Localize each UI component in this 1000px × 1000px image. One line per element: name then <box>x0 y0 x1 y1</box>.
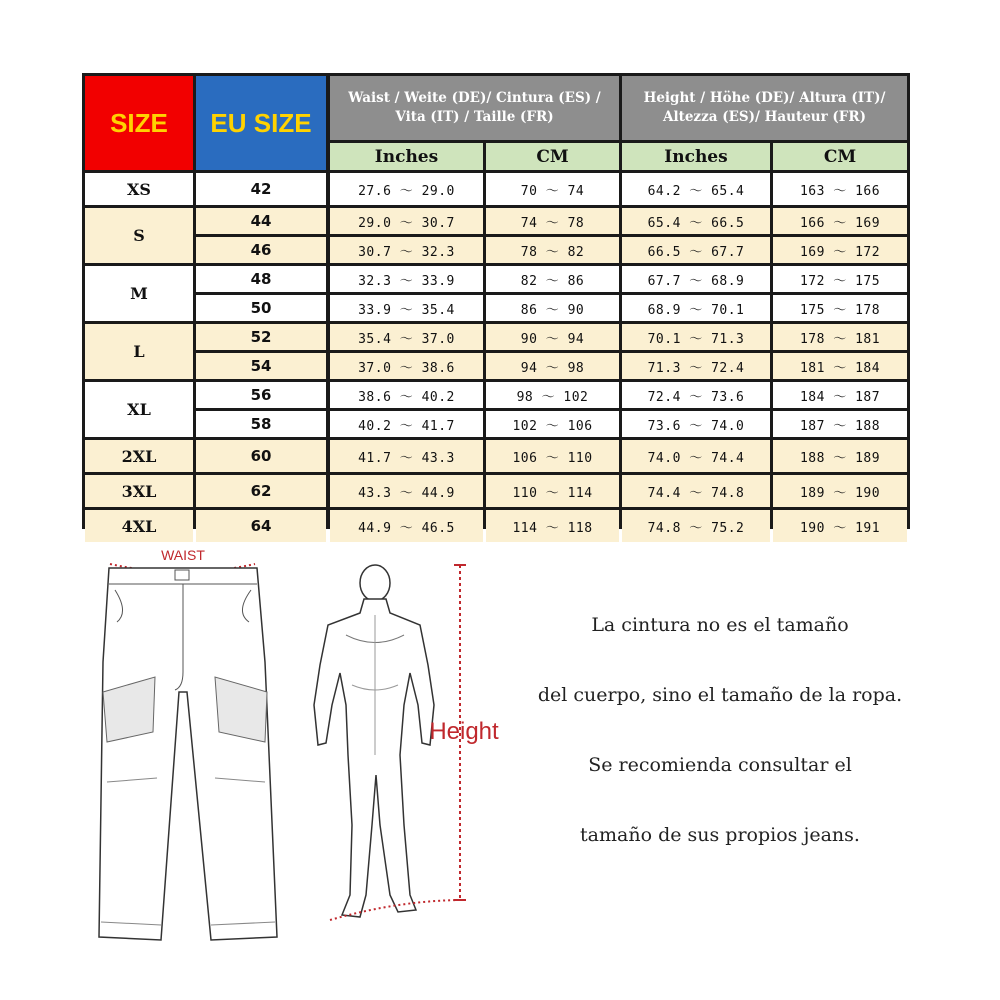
note-line-3: Se recomienda consultar el <box>588 754 852 776</box>
height-in-cell: 74.8 ～ 75.2 <box>622 510 770 542</box>
waist-cm-cell: 114 ～ 118 <box>486 510 619 542</box>
size-chart-table <box>82 73 910 536</box>
height-in-cell: 65.4 ～ 66.5 <box>622 208 770 234</box>
height-label: Height <box>429 718 499 745</box>
header-height: Height / Höhe (DE)/ Altura (IT)/ Altezza (ES)/ Hauteur (FR) <box>622 76 907 140</box>
eu-size-cell: 58 <box>196 411 326 437</box>
height-in-cell: 72.4 ～ 73.6 <box>622 382 770 408</box>
waist-in-cell: 37.0 ～ 38.6 <box>330 353 483 379</box>
waist-cm-cell: 106 ～ 110 <box>486 440 619 472</box>
note-line-1: La cintura no es el tamaño <box>591 614 849 636</box>
note-line-2: del cuerpo, sino el tamaño de la ropa. <box>537 684 903 706</box>
height-in-cell: 68.9 ～ 70.1 <box>622 295 770 321</box>
height-cm-cell: 188 ～ 189 <box>773 440 907 472</box>
waist-in-cell: 32.3 ～ 33.9 <box>330 266 483 292</box>
height-cm-cell: 190 ～ 191 <box>773 510 907 542</box>
eu-size-cell: 42 <box>196 173 326 205</box>
waist-cm-cell: 70 ～ 74 <box>486 173 619 205</box>
waist-label: WAIST <box>161 547 205 563</box>
waist-in-cell: 44.9 ～ 46.5 <box>330 510 483 542</box>
jeans-outline-icon <box>95 542 295 942</box>
waist-cm-cell: 86 ～ 90 <box>486 295 619 321</box>
eu-size-cell: 46 <box>196 237 326 263</box>
height-cm-cell: 169 ～ 172 <box>773 237 907 263</box>
size-cell: XS <box>85 173 193 205</box>
height-cm-cell: 163 ～ 166 <box>773 173 907 205</box>
waist-in-cell: 27.6 ～ 29.0 <box>330 173 483 205</box>
height-cm-cell: 187 ～ 188 <box>773 411 907 437</box>
eu-size-cell: 60 <box>196 440 326 472</box>
height-in-cell: 71.3 ～ 72.4 <box>622 353 770 379</box>
height-in-cell: 73.6 ～ 74.0 <box>622 411 770 437</box>
size-cell: 3XL <box>85 475 193 507</box>
waist-cm-cell: 82 ～ 86 <box>486 266 619 292</box>
waist-in-cell: 29.0 ～ 30.7 <box>330 208 483 234</box>
waist-in-cell: 41.7 ～ 43.3 <box>330 440 483 472</box>
human-body-outline-icon <box>300 555 500 955</box>
body-outline <box>314 565 434 917</box>
waist-cm-cell: 78 ～ 82 <box>486 237 619 263</box>
height-cm-cell: 166 ～ 169 <box>773 208 907 234</box>
waist-cm-cell: 98 ～ 102 <box>486 382 619 408</box>
height-in-cell: 66.5 ～ 67.7 <box>622 237 770 263</box>
eu-size-cell: 62 <box>196 475 326 507</box>
eu-size-cell: 64 <box>196 510 326 542</box>
height-cm-cell: 184 ～ 187 <box>773 382 907 408</box>
eu-size-cell: 54 <box>196 353 326 379</box>
header-size: SIZE <box>85 76 193 170</box>
height-cm-cell: 175 ～ 178 <box>773 295 907 321</box>
waist-cm-cell: 102 ～ 106 <box>486 411 619 437</box>
eu-size-cell: 56 <box>196 382 326 408</box>
size-cell: L <box>85 324 193 379</box>
waist-cm-cell: 90 ～ 94 <box>486 324 619 350</box>
header-height-inches: Inches <box>622 143 770 170</box>
height-in-cell: 64.2 ～ 65.4 <box>622 173 770 205</box>
waist-in-cell: 33.9 ～ 35.4 <box>330 295 483 321</box>
height-in-cell: 70.1 ～ 71.3 <box>622 324 770 350</box>
header-eu-size: EU SIZE <box>196 76 326 170</box>
size-cell: XL <box>85 382 193 437</box>
size-cell: M <box>85 266 193 321</box>
waist-in-cell: 35.4 ～ 37.0 <box>330 324 483 350</box>
waist-in-cell: 43.3 ～ 44.9 <box>330 475 483 507</box>
header-waist-cm: CM <box>486 143 619 170</box>
eu-size-cell: 52 <box>196 324 326 350</box>
waist-cm-cell: 74 ～ 78 <box>486 208 619 234</box>
height-cm-cell: 181 ～ 184 <box>773 353 907 379</box>
waist-in-cell: 40.2 ～ 41.7 <box>330 411 483 437</box>
height-in-cell: 74.0 ～ 74.4 <box>622 440 770 472</box>
note-line-4: tamaño de sus propios jeans. <box>580 824 860 846</box>
eu-size-cell: 50 <box>196 295 326 321</box>
header-waist: Waist / Weite (DE)/ Cintura (ES) / Vita (IT) / Taille (FR) <box>330 76 619 140</box>
eu-size-cell: 48 <box>196 266 326 292</box>
jeans-outline <box>99 568 277 940</box>
height-cm-cell: 178 ～ 181 <box>773 324 907 350</box>
height-in-cell: 67.7 ～ 68.9 <box>622 266 770 292</box>
eu-size-cell: 44 <box>196 208 326 234</box>
waist-cm-cell: 94 ～ 98 <box>486 353 619 379</box>
waist-in-cell: 30.7 ～ 32.3 <box>330 237 483 263</box>
waist-cm-cell: 110 ～ 114 <box>486 475 619 507</box>
height-cm-cell: 189 ～ 190 <box>773 475 907 507</box>
height-cm-cell: 172 ～ 175 <box>773 266 907 292</box>
size-cell: 4XL <box>85 510 193 542</box>
waist-in-cell: 38.6 ～ 40.2 <box>330 382 483 408</box>
size-cell: 2XL <box>85 440 193 472</box>
header-waist-inches: Inches <box>330 143 483 170</box>
header-height-cm: CM <box>773 143 907 170</box>
height-in-cell: 74.4 ～ 74.8 <box>622 475 770 507</box>
size-cell: S <box>85 208 193 263</box>
